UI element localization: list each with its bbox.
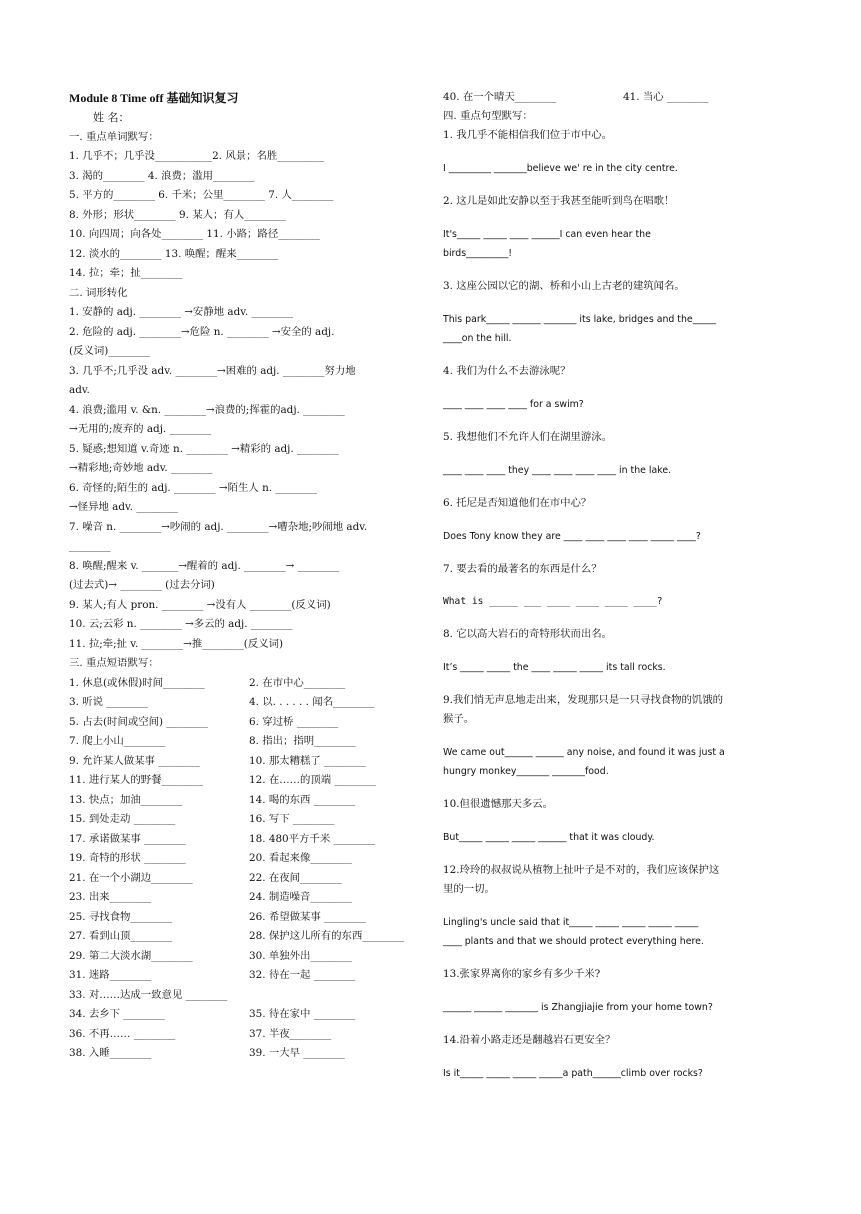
sentence-chinese: 14.沿着小路走还是翻越岩石更安全？ (443, 1034, 616, 1046)
sentence-english: ____ plants and that we should protect everything here. (443, 936, 704, 948)
sentence-english: ____ ____ ____ they ____ ____ ____ ____ in the lake. (443, 464, 672, 476)
sentence-item (443, 560, 793, 626)
sentence-item (443, 362, 793, 428)
phrase-row (69, 732, 414, 752)
sentence-chinese: 8. 它以高大岩石的奇特形状而出名。 (443, 628, 613, 641)
phrase-item: 3. 听说 ________ (69, 696, 148, 708)
phrase-item: 16. 写下 ________ (249, 813, 335, 825)
phrase-item: 15. 到处走动 ________ (69, 813, 176, 825)
phrase-row (69, 849, 414, 869)
page-title: Module 8 Time off 基础知识复习 (69, 91, 239, 105)
phrase-row (69, 1025, 414, 1045)
name-label: 姓 名： (93, 111, 130, 124)
sentence-english: It's_____ _____ ____ ______I can even hear the (443, 229, 651, 241)
phrase-item: 41. 当心 ________ (623, 91, 709, 103)
phrase-item: 18. 480平方千米 ________ (249, 832, 376, 845)
vocab-line: 5. 平方的________ 6. 千米；公里________ 7. 人________ (69, 189, 334, 201)
sentence-chinese: 1. 我几乎不能相信我们位于市中心。 (443, 129, 613, 142)
sentence-list (443, 126, 793, 1096)
phrase-row (69, 966, 414, 986)
vocab-line: 1. 几乎不；几乎没___________2. 风景；名胜_________ (69, 150, 325, 162)
sentence-english: Lingling's uncle said that it_____ _____ _____ _____ _____ (443, 917, 699, 929)
sentence-chinese: 6. 托尼是否知道他们在市中心？ (443, 496, 592, 509)
section-heading: 一. 重点单词默写： (69, 130, 159, 143)
sentence-english: What is _____ ___ ____ ____ ____ ____? (443, 596, 663, 608)
section-heading: 二. 词形转化 (69, 286, 128, 299)
sentence-item (443, 1031, 793, 1097)
phrase-item: 9. 允许某人做某事 ________ (69, 754, 200, 767)
phrase-item: 23. 出来________ (69, 891, 152, 903)
sentence-english: We came out______ ______ any noise, and found it was just a (443, 747, 725, 759)
sentence-english: ______ ______ _______ is Zhangjiajie from your home town? (443, 1002, 713, 1014)
sentence-english: hungry monkey_______ _______food. (443, 766, 609, 778)
sentence-item (443, 494, 793, 560)
sentence-item (443, 795, 793, 861)
phrase-row (69, 1005, 414, 1025)
word-form-line: 8. 唤醒;醒来 v. _______→醒着的 adj. ________→ ________ (69, 559, 340, 572)
phrase-item: 26. 希望做某事 ________ (249, 910, 366, 923)
phrase-item: 24. 制造噪音________ (249, 891, 352, 903)
section-heading: 四. 重点句型默写： (443, 110, 533, 123)
phrase-item: 5. 占去(时间或空间) ________ (69, 715, 208, 728)
sentence-chinese: 13.张家界离你的家乡有多少千米? (443, 968, 601, 981)
phrase-item: 8. 指出；指明________ (249, 735, 356, 747)
phrase-item: 12. 在……的顶端 ________ (249, 774, 377, 786)
phrase-item: 21. 在一个小湖边________ (69, 871, 193, 884)
sentence-chinese: 12.玲玲的叔叔说从植物上扯叶子是不对的，我们应该保护这 (443, 864, 720, 877)
phrase-row (69, 888, 414, 908)
vocab-line: 14. 拉；牵；扯________ (69, 267, 183, 279)
right-column (443, 88, 793, 1097)
phrase-item: 1. 休息(或休假)时间________ (69, 676, 205, 689)
phrase-row (69, 947, 414, 967)
sentence-english: Does Tony know they are ____ ____ ____ ____ _____ ____? (443, 530, 701, 542)
sentence-chinese: 5. 我想他们不允许人们在湖里游泳。 (443, 430, 613, 443)
word-form-line: (反义词)________ (69, 345, 150, 357)
phrase-item: 6. 穿过桥 ________ (249, 715, 339, 728)
phrase-row (69, 771, 414, 791)
phrase-row (69, 713, 414, 733)
sentence-item (443, 126, 793, 192)
phrase-item: 2. 在市中心________ (249, 676, 346, 689)
sentence-item (443, 277, 793, 362)
phrase-item: 11. 进行某人的野餐________ (69, 774, 204, 786)
phrase-item: 20. 看起来像________ (249, 852, 352, 864)
vocab-line: 8. 外形；形状________ 9. 某人；有人________ (69, 208, 286, 221)
phrase-item: 14. 喝的东西 ________ (249, 793, 356, 806)
sentence-english: But_____ _____ _____ ______ that it was cloudy. (443, 832, 655, 844)
sentence-chinese: 2. 这儿是如此安静以至于我甚至能听到鸟在唱歌！ (443, 195, 675, 208)
vocab-line: 12. 淡水的________ 13. 唤醒；醒来________ (69, 247, 279, 260)
word-form-line: 9. 某人;有人 pron. ________ →没有人 ________(反义词) (69, 598, 331, 611)
sentence-english: I _________ _______believe we' re in the city centre. (443, 163, 678, 175)
vocab-list (69, 147, 414, 284)
sentence-item (443, 861, 793, 965)
sentence-english: birds_________! (443, 248, 513, 260)
sentence-chinese: 猴子。 (443, 713, 475, 726)
word-form-line: 7. 噪音 n. ________→吵闹的 adj. ________→嘈杂地;吵闹地 adv. (69, 520, 368, 533)
word-form-list (69, 303, 414, 654)
phrase-item: 13. 快点；加油________ (69, 793, 183, 806)
sentence-item (443, 192, 793, 277)
word-form-line: 3. 几乎不;几乎没 adv. ________→困难的 adj. ________努力地 (69, 364, 356, 377)
section-heading: 三. 重点短语默写： (69, 657, 159, 669)
phrase-row (69, 674, 414, 694)
phrase-item: 35. 待在家中 ________ (249, 1008, 356, 1020)
phrase-item: 37. 半夜________ (249, 1027, 332, 1040)
phrase-item: 7. 爬上小山________ (69, 735, 166, 747)
phrase-item: 10. 那太糟糕了 ________ (249, 754, 366, 767)
phrase-item: 36. 不再…… ________ (69, 1027, 176, 1040)
phrase-list (69, 674, 414, 1064)
phrase-item: 33. 对……达成一致意见 ________ (69, 988, 228, 1001)
phrase-item: 25. 寻找食物________ (69, 910, 172, 923)
sentence-chinese: 9.我们悄无声息地走出来，发现那只是一只寻找食物的饥饿的 (443, 694, 724, 707)
word-form-line: 6. 奇怪的;陌生的 adj. ________ →陌生人 n. ________ (69, 481, 317, 494)
sentence-chinese: 10.但很遗憾那天多云。 (443, 798, 554, 811)
phrase-row (69, 927, 414, 947)
phrase-row (69, 693, 414, 713)
phrase-row (69, 869, 414, 889)
phrase-row (69, 830, 414, 850)
phrase-item: 40. 在一个晴天________ (443, 91, 557, 103)
word-form-line: 2. 危险的 adj. ________→危险 n. ________ →安全的 adj. (69, 325, 335, 338)
phrase-item: 31. 迷路________ (69, 969, 152, 981)
phrase-item: 4. 以. . . . . . 闻名________ (249, 696, 375, 708)
phrase-item: 28. 保护这儿所有的东西________ (249, 930, 404, 942)
sentence-chinese: 3. 这座公园以它的湖、桥和小山上古老的建筑闻名。 (443, 280, 685, 293)
sentence-english: This park_____ ______ _______ its lake, bridges and the_____ (443, 314, 717, 326)
phrase-item: 39. 一大早 ________ (249, 1047, 345, 1059)
sentence-english: ____ ____ ____ ____ for a swim? (443, 399, 584, 411)
word-form-line: →无用的;废弃的 adj. ________ (69, 423, 212, 435)
phrase-item: 30. 单独外出________ (249, 949, 352, 962)
word-form-line: (过去式)→ ________ (过去分词) (69, 579, 215, 591)
phrase-item: 19. 奇特的形状 ________ (69, 852, 186, 864)
word-form-line: 10. 云;云彩 n. ________ →多云的 adj. ________ (69, 618, 293, 630)
sentence-chinese: 4. 我们为什么不去游泳呢？ (443, 365, 571, 378)
vocab-line: 10. 向四周；向各处________ 11. 小路；路径________ (69, 228, 320, 240)
sentence-item (443, 625, 793, 691)
sentence-english: ____on the hill. (443, 333, 512, 345)
word-form-line: 5. 疑惑;想知道 v.奇迹 n. ________ →精彩的 adj. ________ (69, 442, 339, 455)
phrase-row (69, 908, 414, 928)
phrase-row (69, 752, 414, 772)
phrase-row (443, 88, 793, 107)
sentence-item (443, 965, 793, 1031)
phrase-row (69, 791, 414, 811)
word-form-line: 11. 拉;牵;扯 v. ________→推________(反义词) (69, 637, 284, 650)
phrase-item: 29. 第二大淡水湖________ (69, 949, 193, 962)
sentence-item (443, 428, 793, 494)
phrase-item: 27. 看到山顶________ (69, 930, 172, 942)
sentence-english: It’s _____ _____ the ____ _____ _____ its tall rocks. (443, 662, 666, 674)
word-form-line: 4. 浪费;滥用 v. &n. ________→浪费的;挥霍的adj. ________ (69, 403, 345, 416)
sentence-chinese: 7. 要去看的最著名的东西是什么？ (443, 562, 602, 575)
phrase-row (69, 1044, 414, 1064)
sentence-chinese: 里的一切。 (443, 883, 495, 896)
sentence-english: Is it_____ _____ _____ _____a path______climb over rocks? (443, 1067, 703, 1079)
phrase-item: 22. 在夜间________ (249, 871, 342, 884)
word-form-line: ________ (69, 540, 111, 552)
word-form-line: adv. (69, 384, 90, 396)
phrase-item: 32. 待在一起 ________ (249, 969, 356, 981)
left-column (69, 88, 414, 1064)
word-form-line: →精彩地;奇妙地 adv. ________ (69, 462, 213, 474)
sentence-item (443, 691, 793, 795)
word-form-line: 1. 安静的 adj. ________ →安静地 adv. ________ (69, 306, 294, 318)
vocab-line: 3. 渴的________ 4. 浪费；滥用________ (69, 169, 255, 182)
phrase-item: 38. 入睡________ (69, 1047, 152, 1059)
phrase-row (69, 810, 414, 830)
word-form-line: →怪异地 adv. ________ (69, 501, 178, 513)
phrase-item: 17. 承诺做某事 ________ (69, 832, 186, 845)
phrase-item: 34. 去乡下 ________ (69, 1008, 165, 1020)
